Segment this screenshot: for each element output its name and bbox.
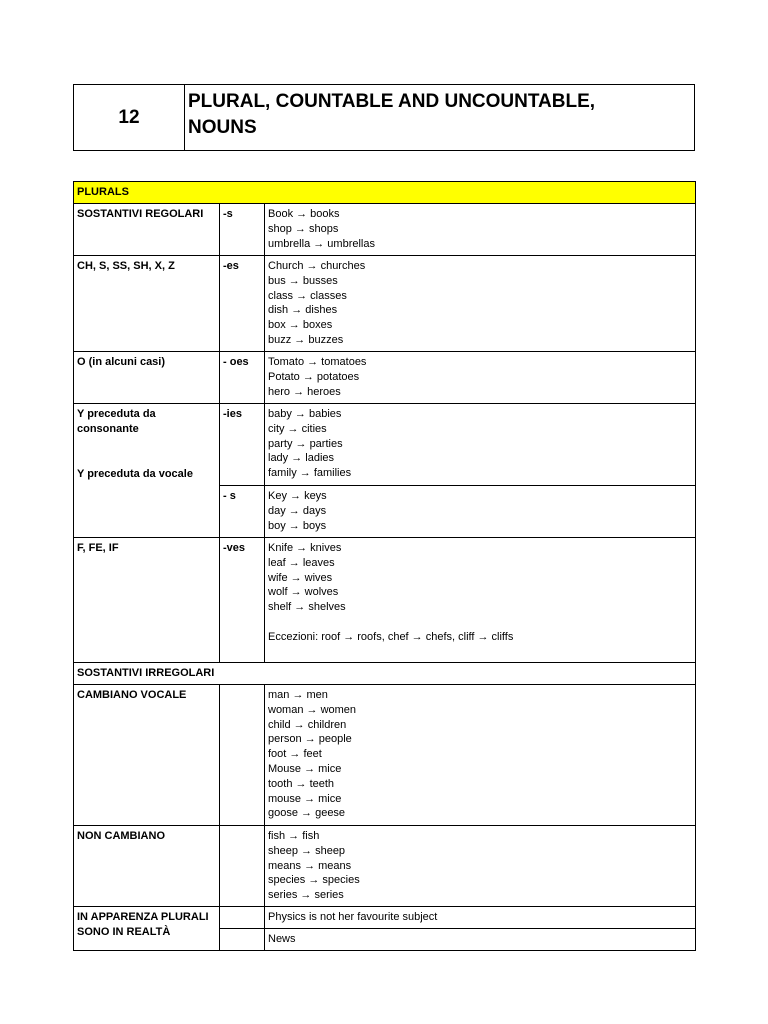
example-line: foot → feet (268, 748, 322, 761)
es-label: CH, S, SS, SH, X, Z (74, 256, 220, 352)
y-consonant-suffix: -ies (220, 404, 265, 486)
example-line: Tomato → tomatoes (268, 356, 367, 368)
example-line: man → men (268, 689, 328, 701)
example-line: person → people (268, 733, 352, 746)
example-line: hero → heroes (268, 385, 341, 398)
regular-label: SOSTANTIVI REGOLARI (74, 204, 220, 256)
example-line: party → parties (268, 437, 343, 450)
apparent-plural-example-1: Physics is not her favourite subject (265, 907, 696, 929)
lesson-title: PLURAL, COUNTABLE AND UNCOUNTABLE, NOUNS (188, 91, 596, 138)
example-line: bus → busses (268, 274, 338, 287)
example-line: mouse → mice (268, 792, 342, 805)
example-line: species → species (268, 874, 360, 887)
apparent-plural-row-1 (74, 907, 696, 929)
apparent-plural-example-2: News (265, 929, 696, 951)
apparent-plural-label: IN APPARENZA PLURALI SONO IN REALTÀ (74, 907, 220, 951)
example-line: box → boxes (268, 319, 333, 332)
f-row (74, 538, 696, 663)
plurals-title: PLURALS (74, 182, 696, 204)
example-line: buzz → buzzes (268, 333, 344, 346)
o-examples (265, 352, 696, 404)
example-line: wife → wives (268, 571, 333, 584)
example-line: shelf → shelves (268, 601, 346, 614)
es-suffix: -es (220, 256, 265, 352)
o-label: O (in alcuni casi) (74, 352, 220, 404)
es-row (74, 256, 696, 352)
example-line: Book → books (268, 208, 340, 220)
example-line: means → means (268, 859, 352, 872)
irregular-title-row (74, 663, 696, 685)
example-line: tooth → teeth (268, 777, 335, 790)
no-change-label: NON CAMBIANO (74, 826, 220, 907)
example-line: sheep → sheep (268, 844, 346, 857)
apparent-plural-suffix-1 (220, 907, 265, 929)
example-line: child → children (268, 718, 347, 731)
example-line: wolf → wolves (268, 586, 339, 599)
example-line: dish → dishes (268, 304, 338, 317)
es-examples (265, 256, 696, 352)
example-line: series → series (268, 889, 344, 902)
example-line: Potato → potatoes (268, 370, 360, 383)
example-line: woman → women (268, 703, 357, 716)
lesson-header (73, 84, 695, 151)
example-line: day → days (268, 504, 327, 517)
example-line: shop → shops (268, 222, 339, 235)
f-exceptions: Eccezioni: roof → roofs, chef → chefs, cliff → cliffs (268, 630, 514, 643)
y-consonant-label: Y preceduta da consonante (77, 408, 156, 435)
y-consonant-examples (265, 404, 696, 486)
f-examples-cell (265, 538, 696, 663)
plurals-table (73, 181, 696, 951)
f-label: F, FE, IF (74, 538, 220, 663)
example-line: Knife → knives (268, 542, 342, 554)
irregular-title: SOSTANTIVI IRREGOLARI (74, 663, 696, 685)
y-labels (74, 404, 220, 538)
y-vowel-suffix: - s (220, 486, 265, 538)
example-line: family → families (268, 467, 352, 480)
example-line: fish → fish (268, 830, 320, 842)
no-change-row (74, 826, 696, 907)
vowel-change-examples (265, 685, 696, 826)
example-line: class → classes (268, 289, 347, 302)
example-line: leaf → leaves (268, 556, 335, 569)
no-change-examples (265, 826, 696, 907)
y-vowel-examples (265, 486, 696, 538)
plurals-title-row (74, 182, 696, 204)
no-change-suffix (220, 826, 265, 907)
y-consonant-row (74, 404, 696, 486)
example-line: Key → keys (268, 490, 327, 502)
example-line: lady → ladies (268, 452, 335, 465)
example-line: Mouse → mice (268, 762, 342, 775)
example-line: baby → babies (268, 408, 342, 420)
vowel-change-label: CAMBIANO VOCALE (74, 685, 220, 826)
example-line: Church → churches (268, 260, 366, 272)
vowel-change-suffix (220, 685, 265, 826)
y-vowel-label: Y preceduta da vocale (77, 467, 193, 480)
example-line: goose → geese (268, 807, 346, 820)
example-line: umbrella → umbrellas (268, 237, 375, 250)
apparent-plural-suffix-2 (220, 929, 265, 951)
vowel-change-row (74, 685, 696, 826)
f-suffix: -ves (220, 538, 265, 663)
regular-row (74, 204, 696, 256)
example-line: city → cities (268, 422, 327, 435)
o-suffix: - oes (220, 352, 265, 404)
lesson-number: 12 (74, 85, 185, 150)
example-line: boy → boys (268, 519, 327, 532)
regular-suffix: -s (220, 204, 265, 256)
o-row (74, 352, 696, 404)
f-examples (268, 541, 692, 615)
regular-examples (265, 204, 696, 256)
